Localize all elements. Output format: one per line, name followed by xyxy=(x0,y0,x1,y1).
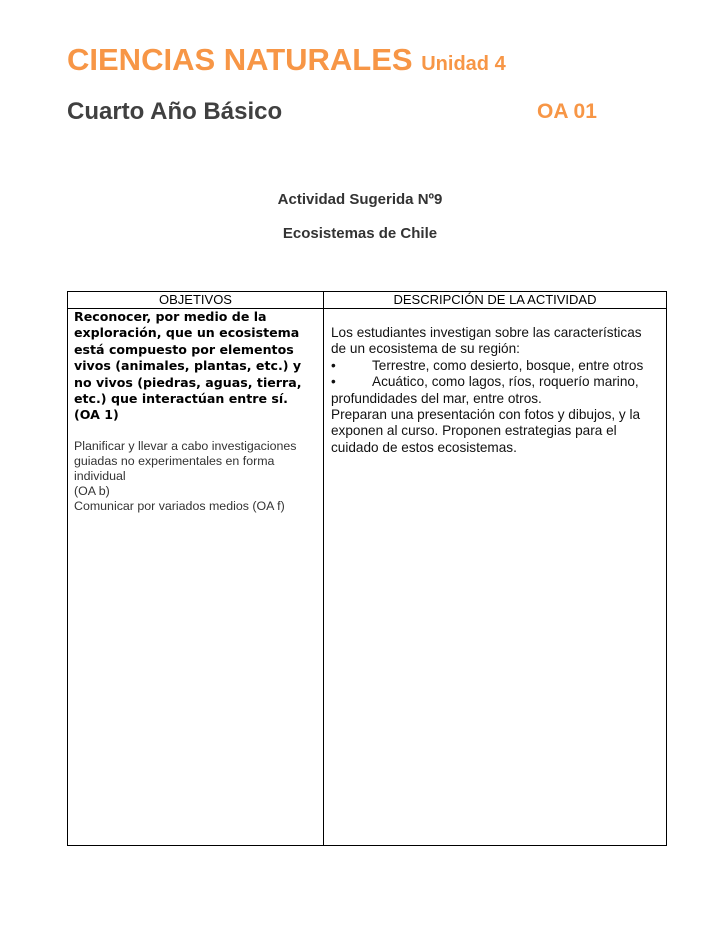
oa-label: OA 01 xyxy=(537,100,597,123)
bullet-icon: • xyxy=(331,374,336,390)
subject-title xyxy=(67,42,506,78)
objectives-cell xyxy=(74,309,319,514)
bullet-text: Terrestre, como desierto, bosque, entre otros xyxy=(372,357,644,373)
objective-line: etc.) que interactúan entre sí. xyxy=(74,391,288,407)
objective-line: no vivos (piedras, aguas, tierra, xyxy=(74,374,302,390)
header-objetivos: OBJETIVOS xyxy=(68,292,324,309)
description-line: Los estudiantes investigan sobre las características xyxy=(331,325,642,340)
activity-table xyxy=(67,291,667,846)
skill-line: Planificar y llevar a cabo investigaciones xyxy=(74,438,297,453)
bullet-text: Acuático, como lagos, ríos, roquerío marino, xyxy=(372,374,639,390)
bullet-item xyxy=(331,358,663,374)
bullet-icon: • xyxy=(331,357,336,373)
objective-line: (OA 1) xyxy=(74,407,119,423)
objective-line: exploración, que un ecosistema xyxy=(74,325,300,341)
skill-line: guiadas no experimentales en forma xyxy=(74,453,275,468)
skill-line: Comunicar por variados medios (OA f) xyxy=(74,498,285,513)
objective-line: está compuesto por elementos xyxy=(74,341,294,357)
description-line: exponen al curso. Proponen estrategias para el xyxy=(331,423,617,439)
skill-line: individual xyxy=(74,468,126,483)
description-cell xyxy=(331,325,663,456)
header-descripcion: DESCRIPCIÓN DE LA ACTIVIDAD xyxy=(324,292,666,309)
objective-line: vivos (animales, plantas, etc.) y xyxy=(74,358,302,374)
skill-line: (OA b) xyxy=(74,483,110,498)
bullet-item xyxy=(331,374,663,390)
description-line: Preparan una presentación con fotos y dibujos, y la xyxy=(331,407,641,423)
column-divider xyxy=(323,292,324,845)
unit-label: Unidad 4 xyxy=(421,53,506,75)
grade-label: Cuarto Año Básico xyxy=(67,98,283,125)
objective-line: Reconocer, por medio de la xyxy=(74,309,267,324)
subject-name: CIENCIAS NATURALES xyxy=(67,42,413,77)
description-line: cuidado de estos ecosistemas. xyxy=(331,439,517,455)
activity-name: Ecosistemas de Chile xyxy=(282,225,438,242)
description-line: profundidades del mar, entre otros. xyxy=(331,390,542,406)
description-line: de un ecosistema de su región: xyxy=(331,341,520,357)
activity-number: Actividad Sugerida Nº9 xyxy=(277,191,443,208)
